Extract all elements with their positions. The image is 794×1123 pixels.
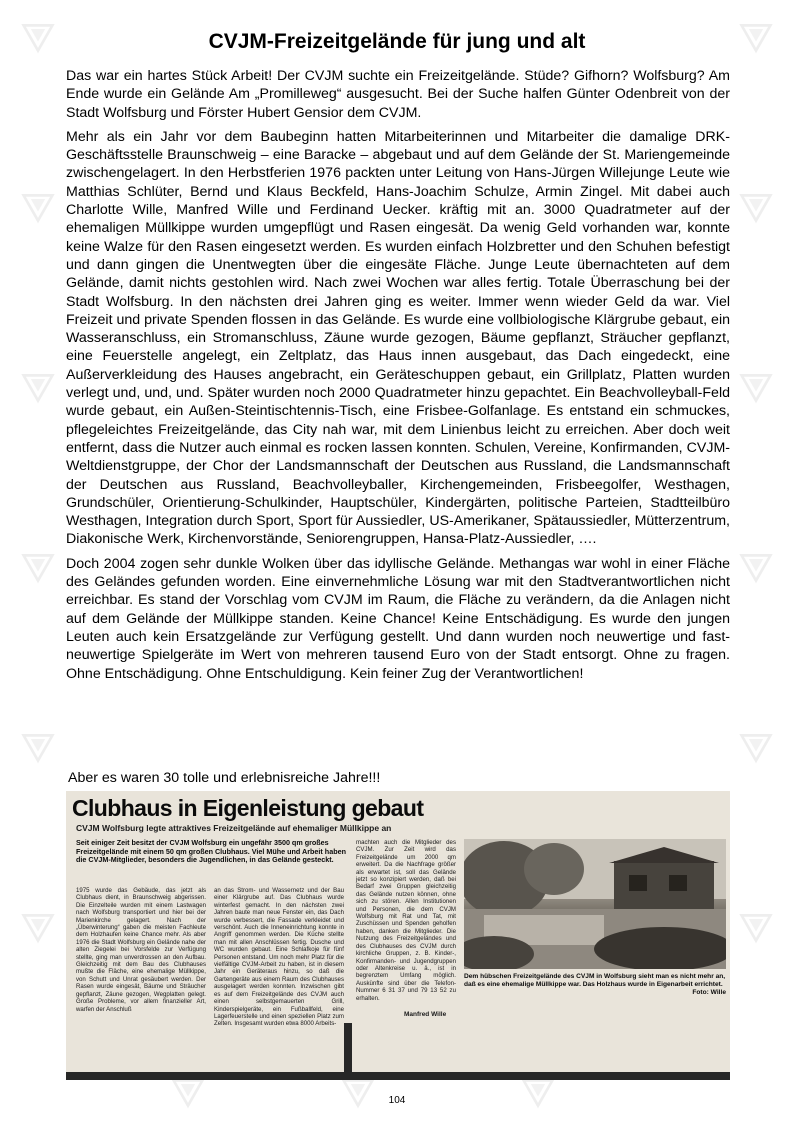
clipping-lead: Seit einiger Zeit besitzt der CVJM Wolfsburg ein ungefähr 3500 qm großes Freizeitgelände mit einem 50 qm großen Clubhaus. Viel Mühe und Arbeit haben die CVJM-Mitglieder, besonders die Jugendlichen, in das Gelände gesteckt. bbox=[76, 838, 346, 865]
watermark-logo-icon bbox=[738, 730, 774, 766]
clipping-column: 1975 wurde das Gebäude, das jetzt als Clubhaus dient, in Braunschweig abgerissen. Die Einzelteile wurden mit einem Lastwagen nach Wolfsburg transportiert und hier bei der Marienkirche gelagert. Nach der „Überwinterung“ gaben die meisten Fachleute dem Holzhaufen keine Chance mehr. Als aber 1976 die Stadt Wolfsburg ein Gelände nahe der alten Ziegelei bei Vorsfelde zur Verfügung stellte, ging man unverdrossen an den Aufbau. Gleichzeitig mit dem Bau des Clubhauses mußte die Fläche, eine ehemalige Müllkippe, von Schutt und Unrat gesäubert werden. Der Rasen wurde eingesät, Bäume und Sträucher gepflanzt, Zäune gezogen, Wegplatten gelegt. Große Probleme, vor allem finanzieller Art, warfen der Anschluß bbox=[76, 887, 206, 1013]
paragraph: Mehr als ein Jahr vor dem Baubeginn hatten Mitarbeiterinnen und Mitarbeiter die damalige DRK-Geschäftsstelle Braunschweig – eine Baracke – abgebaut und auf dem Gelände der St. Mariengemeinde zwischengelagert. In den Herbstferien 1976 packten unter Leitung von Hans-Jürgen Willejunge Leute wie Matthias Schlüter, Bernd und Klaus Beckfeld, Hans-Joachim Schulze, Armin Zingel. Mit dabei auch Charlotte Wille, Manfred Wille und Ferdinand Uecker. kräftig mit an. 3000 Quadratmeter auf der ehemaligen Müllkippe wurden umgepflügt und Rasen eingesät. Da wenig Geld vorhanden war, konnte keine Walze für den Rasen eingesetzt werden. Es wurden einfach Holzbretter und den Schuhen befestigt und dann gingen die Unentwegten über die eingesäte Fläche. Junge Leute übernachteten auf dem Gelände, damit nichts gestohlen wird. Nach zwei Wochen war alles fertig. Totale Überraschung bei der Stadt Wolfsburg. In den nächsten drei Jahren ging es weiter. Immer wenn wieder Geld da war. Viel Freizeit und private Spenden flossen in das Gelände. Es wurde eine vollbiologische Klärgrube gebaut, ein Wasseranschluss, ein Stromanschluss, Zäune wurde gezogen, Bäume gepflanzt, Sträucher gepflanzt, eine Feuerstelle angelegt, ein Zeltplatz, das Haus innen ausgebaut, das Dach eingedeckt, eine Außerverkleidung des Hauses angebracht, ein Geräteschuppen gebaut, ein Grillplatz, Platten wurden verlegt und, und, und. Später wurden noch 2000 Quadratmeter hinzu gepachtet. Ein Beachvolleyball-Feld wurde gebaut, ein Außen-Steintischtennis-Tisch, eine Frisbee-Golfanlage. Es entstand ein schmuckes, pflegeleichtes Freizeitgelände, das City nah war, mit dem Linienbus leicht zu erreichen. Aber doch weit entfernt, dass die Nutzer auch einmal es rocken lassen konnten. Schulen, Vereine, Konfirmanden, CVJM-Weltdienstgruppe, der Chor der Landsmannschaft der Deutschen aus Russland, die Landsmannschaft der Deutschen aus Russland, Beachvolleyballer, Kirchengemeinden, Frisbeegolfer, Westhagen, Grundschüler, Orientierung-Schulkinder, Hauptschüler, Kindergärten, politische Parteien, Stadtteilbüro Westhagen, Integration durch Sport, Sport für Aussiedler, US-Amerikaner, Spätaussiedler, Mütterzentrum, Diakonische Werk, Kirchenvorstände, Seniorengruppen, Hansa-Platz-Aussiedler, …. bbox=[66, 128, 730, 548]
newspaper-clipping bbox=[66, 791, 730, 1080]
page-number: 104 bbox=[388, 1095, 406, 1106]
watermark-logo-icon bbox=[20, 370, 56, 406]
clipping-caption bbox=[464, 973, 726, 997]
watermark-logo-icon bbox=[738, 370, 774, 406]
watermark-logo-icon bbox=[20, 190, 56, 226]
watermark-logo-icon bbox=[738, 910, 774, 946]
page-title: CVJM-Freizeitgelände für jung und alt bbox=[208, 30, 586, 53]
closing-line: Aber es waren 30 tolle und erlebnisreiche Jahre!!! bbox=[68, 770, 381, 786]
clipping-edge bbox=[66, 1072, 730, 1080]
watermark-logo-icon bbox=[20, 910, 56, 946]
watermark-logo-icon bbox=[20, 550, 56, 586]
clipping-column: an das Strom- und Wassernetz und der Bau einer Klärgrube auf. Das Clubhaus wurde winterfest gemacht. In den nächsten zwei Jahren baute man neue Fenster ein, das Dach wurde verbessert, die Fassade verkleidet und verschönt. Auch die Inneneinrichtung konnte in Angriff genommen werden. Die Küche stellte man mit allen Anschlüssen fertig. Dusche und WC wurden gebaut. Eine Schlafkoje für fünf Personen entstand. Um noch mehr Platz für die vielfältige CVJM-Arbeit zu haben, ist in diesem Jahr ein Geräteraus hinzu, so daß die Gartengeräte aus einem Raum des Clubhauses ausgelagert werden konnten. Inzwischen gibt es auf dem Freizeitgelände des CVJM auch einen selbstgemauerten Grill, Kinderspielgeräte, ein Fußballfeld, eine Lagerfeuerstelle und einen speziellen Platz zum Zelten. Insgesamt wurden etwa 8000 Arbeits- bbox=[214, 887, 344, 1028]
article-body bbox=[66, 67, 730, 689]
clipping-author: Manfred Wille bbox=[404, 1011, 447, 1018]
photo-credit: Foto: Wille bbox=[692, 989, 726, 996]
clipping-headline: Clubhaus in Eigenleistung gebaut bbox=[72, 795, 424, 821]
watermark-logo-icon bbox=[20, 730, 56, 766]
clipping-photo bbox=[464, 839, 726, 969]
paragraph: Doch 2004 zogen sehr dunkle Wolken über das idyllische Gelände. Methangas war wohl in einer Fläche des Geländes gefunden worden. Eine einvernehmliche Lösung war mit den Stadtverantwortlichen nicht erreichbar. Es stand der Vorschlag vom CVJM im Raum, die Fläche zu verändern, da die Anlagen nicht auf dem Gelände der Müllkippe standen. Keine Chance! Keine Entschädigung. Es wurde den jungen Leuten auch kein Ersatzgelände zur Verfügung gestellt. Und dann wurden noch neuwertige und fast-neuwertige Spielgeräte im Wert von mehreren tausend Euro von der Stadt entsorgt. Ohne zu fragen. Ohne Entschädigung. Ohne Entschuldigung. Kein feiner Zug der Verantwortlichen! bbox=[66, 555, 730, 682]
clipping-subline: CVJM Wolfsburg legte attraktives Freizeitgelände auf ehemaliger Müllkippe an bbox=[76, 823, 392, 833]
watermark-logo-icon bbox=[738, 190, 774, 226]
caption-text: Dem hübschen Freizeitgelände des CVJM in Wolfsburg sieht man es nicht mehr an, daß es eine ehemalige Müllkippe war. Das Holzhaus wurde in Eigenarbeit errichtet. bbox=[464, 973, 726, 988]
paragraph: Das war ein hartes Stück Arbeit! Der CVJM suchte ein Freizeitgelände. Stüde? Gifhorn? Wolfsburg? Am Ende wurde ein Gelände Am „Promilleweg“ ausgesucht. Bei der Suche halfen Günter Odenbreit von der Stadt Wolfsburg und Förster Hubert Gensior dem CVJM. bbox=[66, 68, 730, 121]
clipping-column: machten auch die Mitglieder des CVJM. Zur Zeit wird das Freizeitgelände um 2000 qm erweitert. Da die Nachfrage größer als erwartet ist, soll das Gelände jetzt so konzipiert werden, daß bei Bedarf zwei Gruppen gleichzeitig das Gelände nutzen können, ohne sich zu stören. Allen Institutionen und Personen, die dem CVJM Wolfsburg mit Rat und Tat, mit Zuschüssen und Spenden geholfen haben, danken die Mitglieder. Die Nutzung des Freizeitgeländes und des Clubhauses des CVJM durch kirchliche Gruppen, z. B. Kinder-, Konfirmanden- und Jugendgruppen oder Altenkreise u. ä., ist in begrenztem Umfang möglich. Auskünfte sind über die Telefon-Nummer 6 31 37 und 79 13 52 zu erhalten. bbox=[356, 839, 456, 1002]
watermark-logo-icon bbox=[738, 550, 774, 586]
